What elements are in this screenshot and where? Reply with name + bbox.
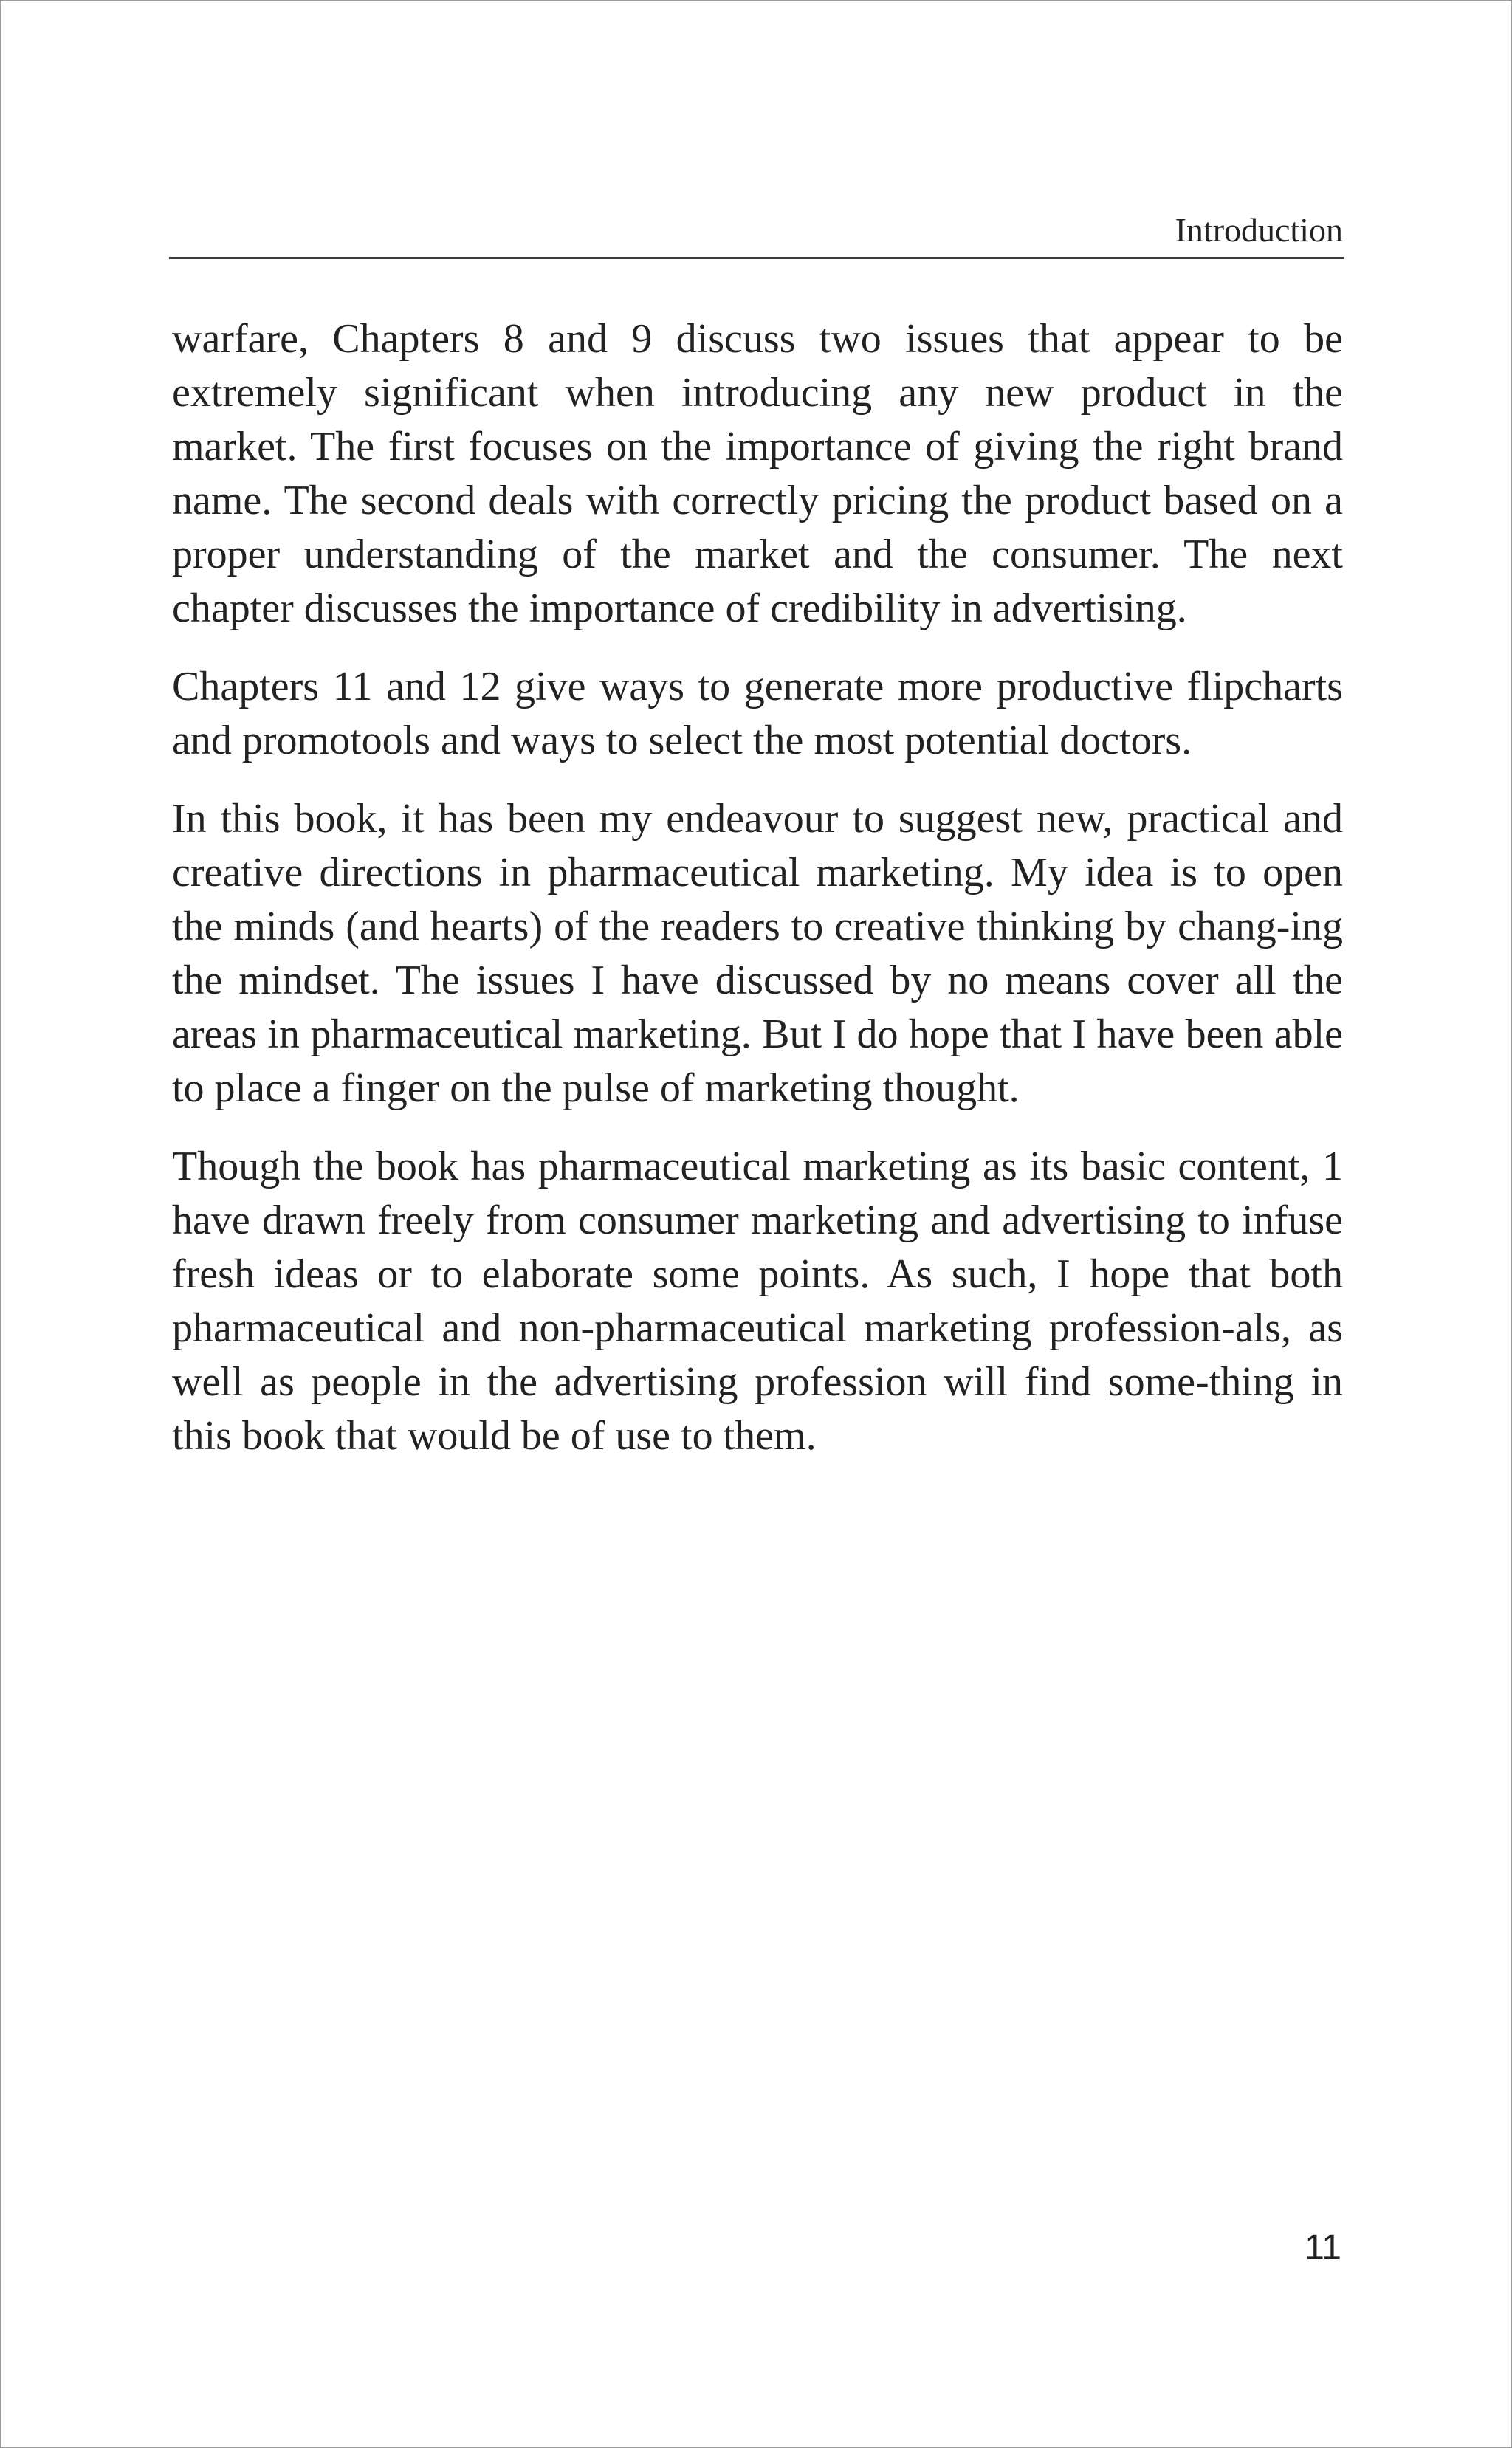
body-text bbox=[172, 312, 1343, 1488]
page-number: 11 bbox=[1305, 2228, 1341, 2267]
paragraph: warfare, Chapters 8 and 9 discuss two issues that appear to be extremely significant when introducing any new product in the market. The first focuses on the importance of giving the right brand name. The second deals with correctly pricing the product based on a proper understanding of the market and the consumer. The next chapter discusses the importance of credibility in advertising. bbox=[172, 316, 1343, 631]
paragraph: In this book, it has been my endeavour to suggest new, practical and creative directions in pharmaceutical marketing. My idea is to open the minds (and hearts) of the readers to creative thinking by chang-ing the mindset. The issues I have discussed by no means cover all the areas in pharmaceutical marketing. But I do hope that I have been able to place a finger on the pulse of marketing thought. bbox=[172, 796, 1343, 1111]
paragraph: Though the book has pharmaceutical marketing as its basic content, 1 have drawn freely from consumer marketing and advertising to infuse fresh ideas or to elaborate some points. As such, I hope that both pharmaceutical and non-pharmaceutical marketing profession-als, as well as people in the advertising profession will find some-thing in this book that would be of use to them. bbox=[172, 1144, 1343, 1459]
header-rule bbox=[169, 257, 1344, 259]
running-head: Introduction bbox=[1175, 211, 1343, 249]
paragraph: Chapters 11 and 12 give ways to generate more productive flipcharts and promotools and ways to select the most potential doctors. bbox=[172, 664, 1343, 763]
